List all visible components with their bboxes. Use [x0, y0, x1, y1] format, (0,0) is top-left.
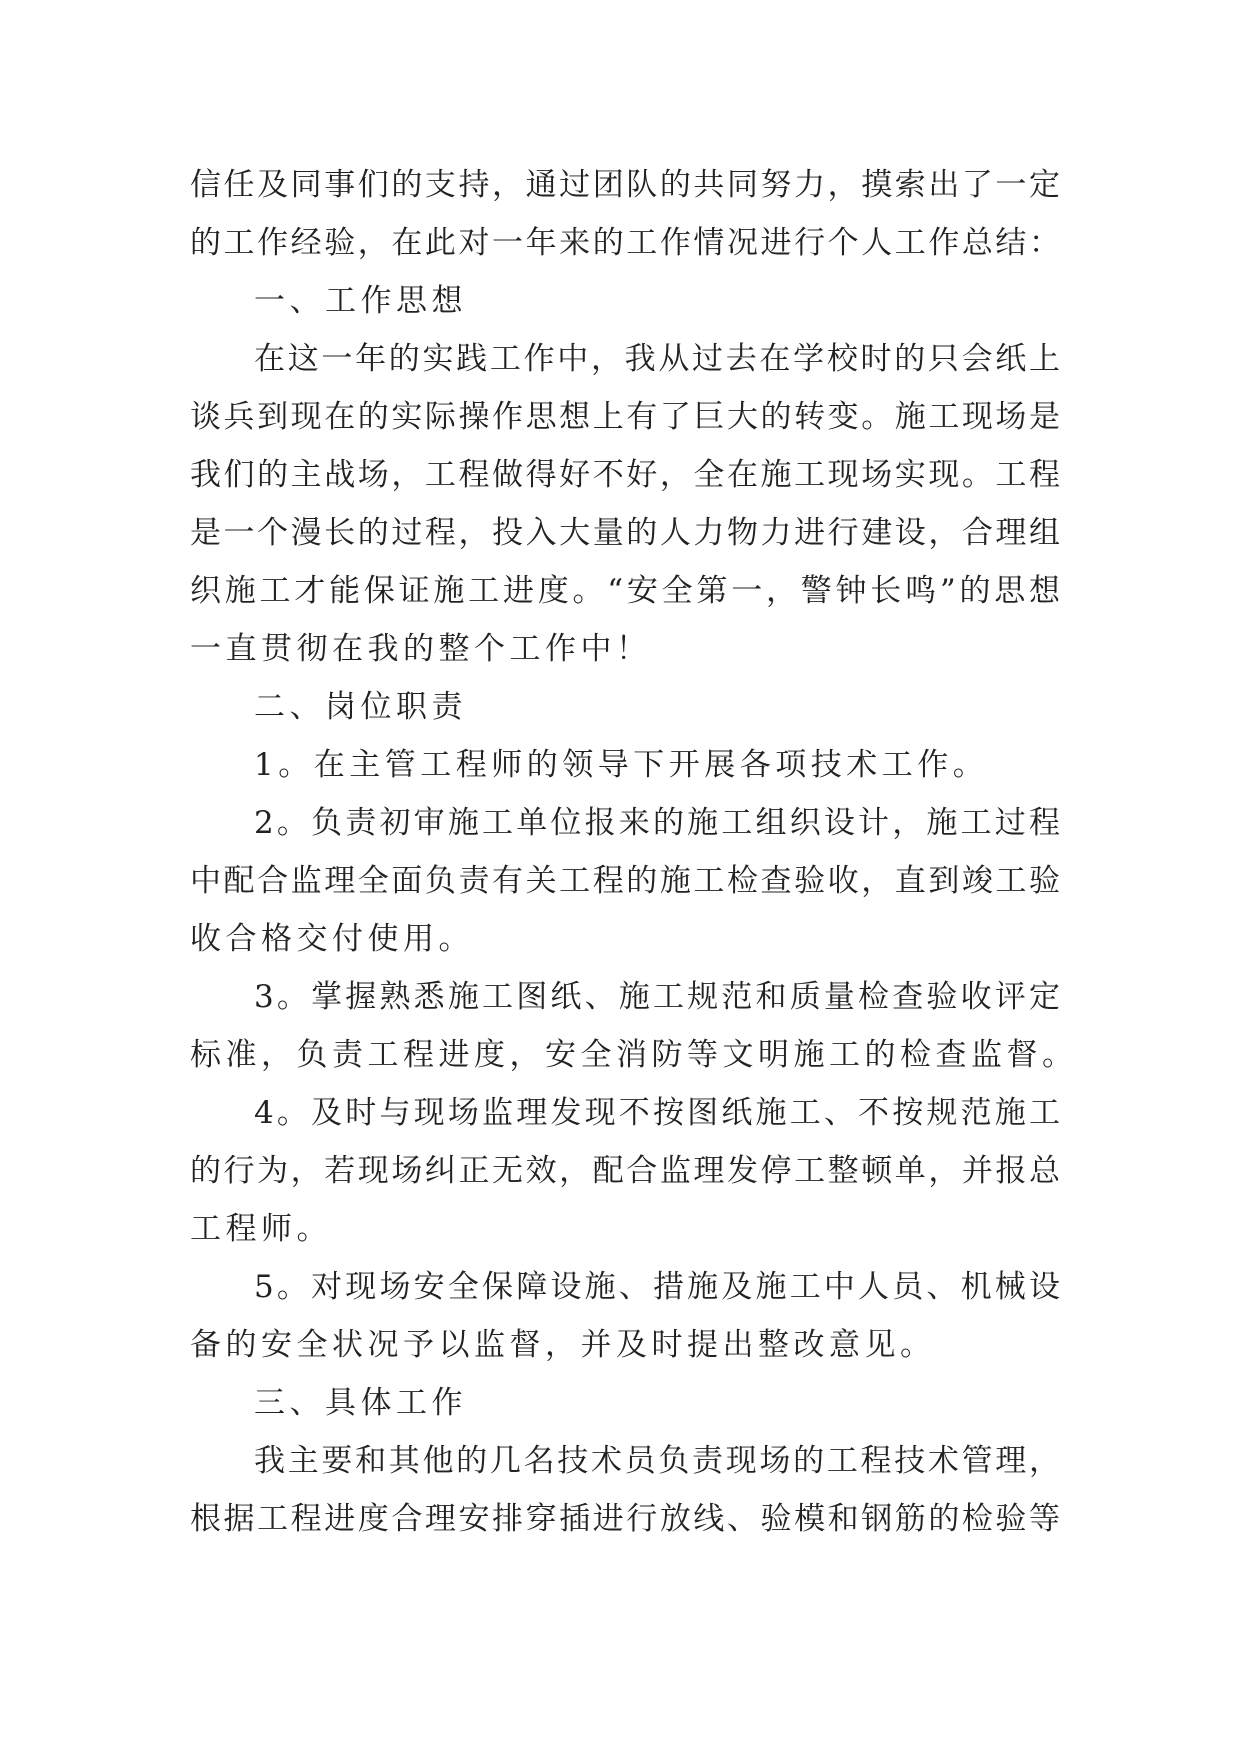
list-item: 3。掌握熟悉施工图纸、施工规范和质量检查验收评定 — [254, 979, 1060, 1015]
list-item: 5。对现场安全保障设施、措施及施工中人员、机械设 — [254, 1269, 1060, 1305]
text-line: 工程师。 — [190, 1211, 332, 1247]
text-line: 信任及同事们的支持，通过团队的共同努力，摸索出了一定 — [190, 167, 1060, 203]
section-heading: 二、岗位职责 — [254, 689, 467, 725]
text-line: 一直贯彻在我的整个工作中！ — [190, 631, 652, 667]
section-heading: 三、具体工作 — [254, 1385, 467, 1421]
text-line: 备的安全状况予以监督，并及时提出整改意见。 — [190, 1327, 936, 1363]
text-line: 标准，负责工程进度，安全消防等文明施工的检查监督。 — [190, 1037, 1078, 1073]
text-line: 的工作经验，在此对一年来的工作情况进行个人工作总结： — [190, 225, 1060, 261]
text-line: 根据工程进度合理安排穿插进行放线、验模和钢筋的检验等 — [190, 1501, 1060, 1537]
list-item: 1。在主管工程师的领导下开展各项技术工作。 — [254, 747, 989, 783]
section-heading: 一、工作思想 — [254, 283, 467, 319]
text-line: 收合格交付使用。 — [190, 921, 474, 957]
text-line: 在这一年的实践工作中，我从过去在学校时的只会纸上 — [254, 341, 1060, 377]
text-line: 我们的主战场，工程做得好不好，全在施工现场实现。工程 — [190, 457, 1060, 493]
text-line: 织施工才能保证施工进度。“安全第一，警钟长鸣”的思想 — [190, 573, 1060, 609]
text-line: 谈兵到现在的实际操作思想上有了巨大的转变。施工现场是 — [190, 399, 1060, 435]
text-line: 是一个漫长的过程，投入大量的人力物力进行建设，合理组 — [190, 515, 1060, 551]
text-line: 我主要和其他的几名技术员负责现场的工程技术管理， — [254, 1443, 1060, 1479]
text-line: 的行为，若现场纠正无效，配合监理发停工整顿单，并报总 — [190, 1153, 1060, 1189]
body-text — [190, 156, 1078, 1548]
list-item: 4。及时与现场监理发现不按图纸施工、不按规范施工 — [254, 1095, 1060, 1131]
list-item: 2。负责初审施工单位报来的施工组织设计，施工过程 — [254, 805, 1060, 841]
text-line: 中配合监理全面负责有关工程的施工检查验收，直到竣工验 — [190, 863, 1060, 899]
